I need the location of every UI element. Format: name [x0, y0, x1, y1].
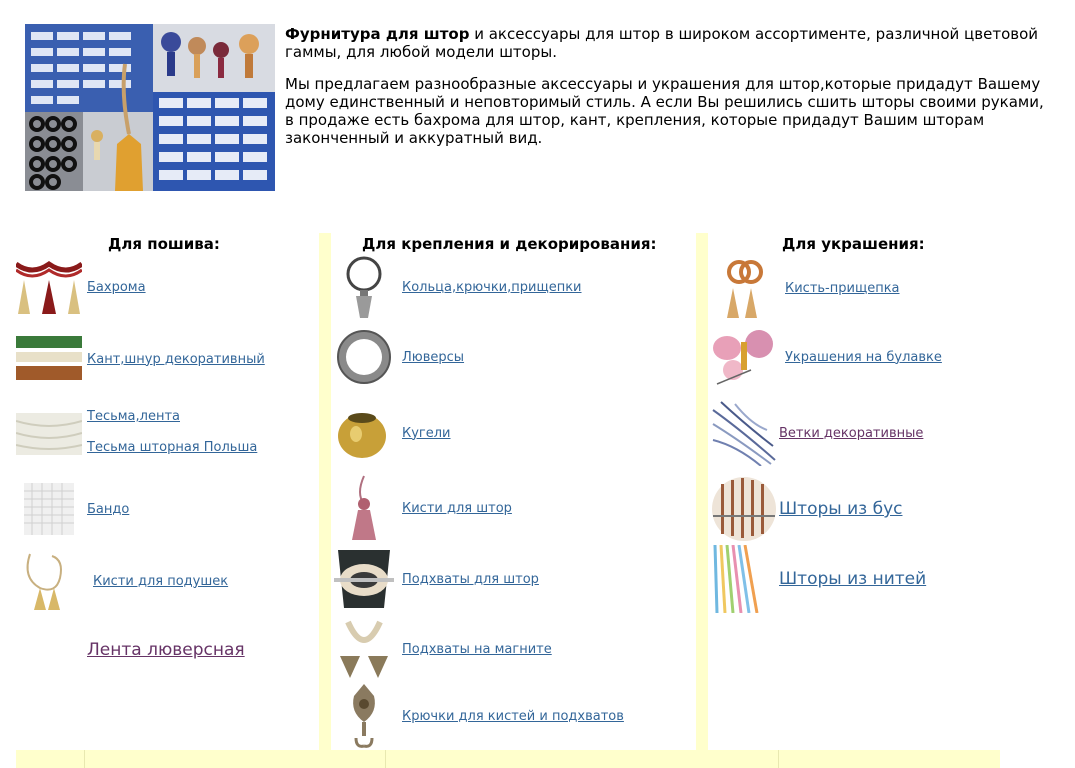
thread-curtain-icon [711, 545, 777, 613]
column-separator-2 [696, 233, 708, 750]
list-item-tiebacks [334, 546, 539, 612]
list-item-cord [16, 334, 265, 384]
link-bead-curtains[interactable]: Шторы из бус [779, 499, 903, 519]
list-item-tassel-clip [711, 256, 900, 320]
magnet-tieback-icon [334, 618, 400, 680]
column-separator-1 [319, 233, 331, 750]
link-tiebacks[interactable]: Подхваты для штор [402, 571, 539, 587]
list-item-tape [16, 405, 257, 461]
list-item-bando [16, 478, 129, 540]
link-hooks[interactable]: Крючки для кистей и подхватов [402, 708, 624, 724]
link-pillow-tassels[interactable]: Кисти для подушек [93, 573, 229, 589]
ring-clip-icon [334, 256, 400, 318]
strip-divider [84, 750, 85, 768]
link-fringe[interactable]: Бахрома [87, 279, 146, 295]
tape-icon [16, 407, 82, 461]
bando-icon [16, 478, 82, 540]
link-tape[interactable]: Тесьма,лента [87, 409, 180, 424]
strip-divider [778, 750, 779, 768]
accessories-collage-image [25, 24, 275, 191]
hook-icon [334, 682, 400, 750]
list-item-bead-curtains [711, 476, 902, 542]
column-title-sewing: Для пошива: [108, 235, 220, 253]
link-kugels[interactable]: Кугели [402, 425, 451, 441]
list-item-rings-hooks [334, 256, 582, 318]
list-item-hooks [334, 682, 624, 750]
column-title-fastening: Для крепления и декорирования: [362, 235, 657, 253]
grommet-icon [334, 326, 400, 388]
intro-p1-rest: и аксессуары для штор в широком ассортименте, различной цветовой гаммы, для любой модели шторы. [285, 25, 1039, 61]
link-curtain-tassels[interactable]: Кисти для штор [402, 500, 512, 516]
link-pin-decor[interactable]: Украшения на булавке [785, 349, 942, 365]
link-cord[interactable]: Кант,шнур декоративный [87, 351, 265, 367]
link-rings-hooks[interactable]: Кольца,крючки,прищепки [402, 279, 582, 295]
curtain-tassel-icon [334, 474, 400, 542]
list-item-fringe [16, 256, 146, 318]
list-item-grommets [334, 326, 464, 388]
list-item-curtain-tassels [334, 474, 512, 542]
intro-bold-lead: Фурнитура для штор [285, 25, 470, 43]
list-item-magnet-tiebacks [334, 618, 552, 680]
intro-paragraph-2: Мы предлагаем разнообразные аксессуары и украшения для штор,которые придадут Вашему дому единственный и неповторимый стиль. А если Вы решились сшить шторы своими руками, в продаже есть бахрома для штор, кант, крепления, которые придадут Вашим шторам законченный и аккуратный вид. [285, 75, 1044, 147]
pin-butterfly-icon [711, 326, 777, 388]
list-item-pin-decor [711, 326, 942, 388]
branches-icon [711, 400, 777, 466]
link-thread-curtains[interactable]: Шторы из нитей [779, 569, 927, 589]
ball-icon [334, 402, 400, 464]
link-grommet-tape[interactable]: Лента люверсная [87, 640, 245, 660]
list-item-pillow-tassels [16, 548, 228, 614]
strip-divider [385, 750, 386, 768]
list-item-kugels [334, 402, 451, 464]
link-magnet-tiebacks[interactable]: Подхваты на магните [402, 641, 552, 657]
tassel-clip-icon [711, 256, 777, 320]
list-item-thread-curtains [711, 545, 926, 613]
pillow-tassel-icon [16, 548, 82, 614]
intro-paragraph-1 [285, 25, 1045, 61]
tieback-icon [334, 546, 400, 612]
bead-curtain-icon [711, 476, 777, 542]
column-title-decoration: Для украшения: [782, 235, 925, 253]
link-bando[interactable]: Бандо [87, 501, 130, 517]
intro-text [285, 25, 1045, 161]
link-tassel-clip[interactable]: Кисть-прищепка [785, 280, 900, 296]
fringe-icon [16, 256, 82, 318]
link-branches[interactable]: Ветки декоративные [779, 425, 924, 441]
list-item-branches [711, 400, 923, 466]
link-grommets[interactable]: Люверсы [402, 349, 465, 365]
link-tape-poland[interactable]: Тесьма шторная Польша [87, 440, 258, 455]
bottom-strip [16, 750, 1000, 768]
cord-icon [16, 334, 82, 384]
